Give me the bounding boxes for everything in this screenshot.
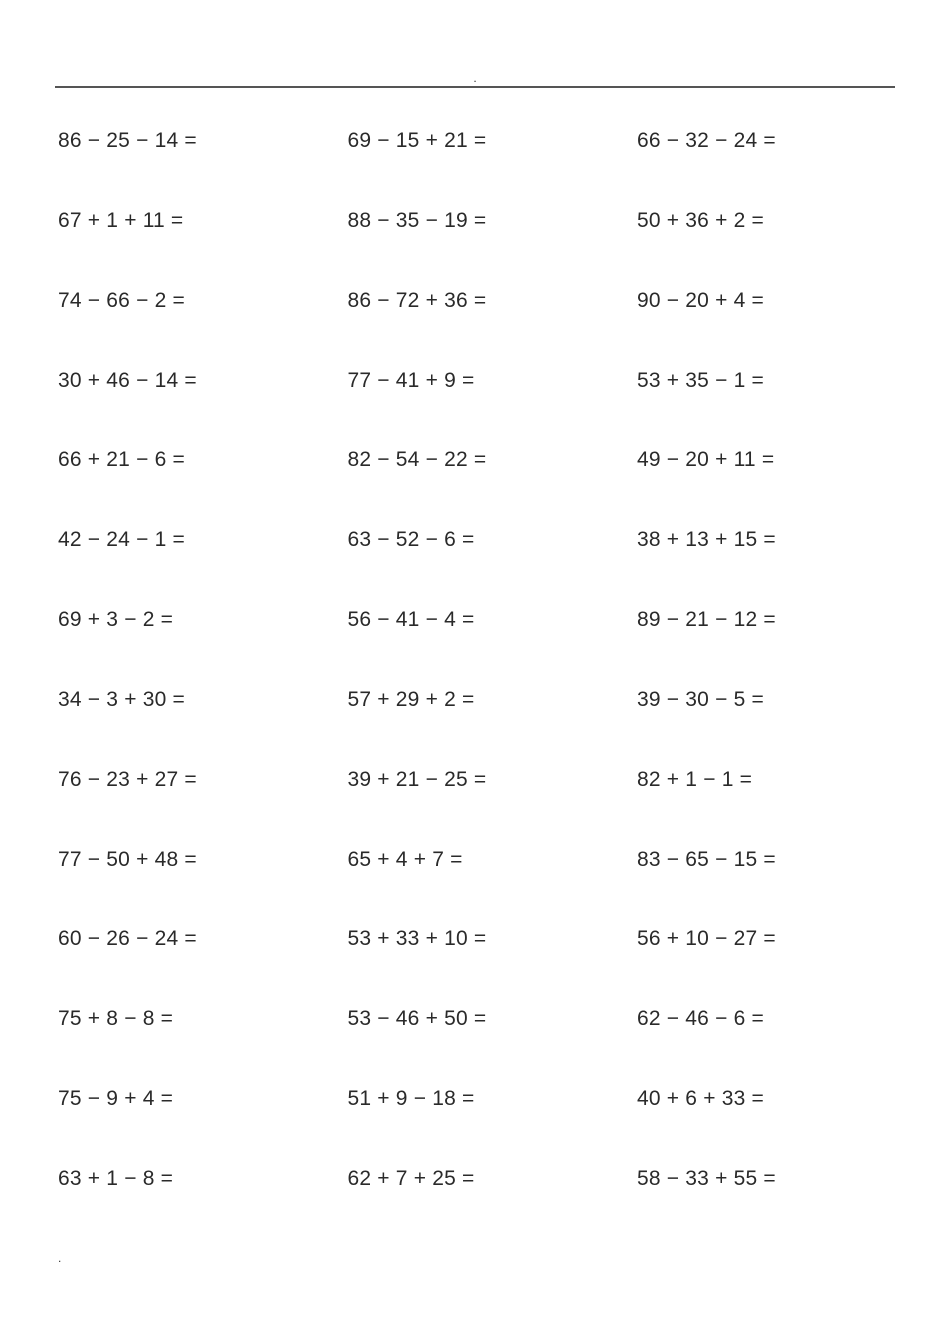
math-problem: 82 + 1 − 1 = [637, 767, 753, 791]
problem-row [58, 761, 928, 841]
footer-mark: . [58, 1251, 62, 1265]
math-problem: 77 − 50 + 48 = [58, 847, 197, 871]
header-divider [55, 86, 895, 88]
math-problem: 74 − 66 − 2 = [58, 288, 185, 312]
math-problem: 34 − 3 + 30 = [58, 687, 185, 711]
math-problem: 49 − 20 + 11 = [637, 448, 775, 472]
math-problem: 56 + 10 − 27 = [637, 927, 776, 951]
problem-row [58, 681, 928, 761]
problem-row [58, 521, 928, 601]
math-problem: 56 − 41 − 4 = [347, 608, 475, 632]
math-problem: 65 + 4 + 7 = [347, 847, 463, 871]
math-problem: 83 − 65 − 15 = [637, 847, 776, 871]
math-problem: 86 − 72 + 36 = [347, 288, 487, 312]
problem-row [58, 920, 928, 1000]
header-mark: . [473, 71, 477, 85]
math-problem: 67 + 1 + 11 = [58, 208, 184, 232]
math-problem: 38 + 13 + 15 = [637, 528, 776, 552]
math-problem: 86 − 25 − 14 = [58, 129, 197, 152]
problem-row [58, 1000, 928, 1080]
math-problem: 76 − 23 + 27 = [58, 767, 197, 791]
math-problem: 40 + 6 + 33 = [637, 1087, 764, 1111]
problem-row [58, 841, 928, 921]
math-problem: 66 + 21 − 6 = [58, 448, 185, 472]
math-problem: 69 − 15 + 21 = [347, 129, 487, 152]
math-problem: 90 − 20 + 4 = [637, 288, 764, 312]
math-problem: 58 − 33 + 55 = [637, 1166, 776, 1190]
math-problem: 57 + 29 + 2 = [347, 687, 475, 711]
math-problem: 69 + 3 − 2 = [58, 608, 174, 632]
math-problem: 75 + 8 − 8 = [58, 1007, 174, 1031]
problem-row [58, 601, 928, 681]
math-problem: 63 − 52 − 6 = [347, 528, 475, 552]
math-problem: 53 − 46 + 50 = [347, 1007, 487, 1031]
problem-row [58, 202, 928, 282]
math-problem: 62 − 46 − 6 = [637, 1007, 764, 1031]
math-problem: 53 + 35 − 1 = [637, 368, 764, 392]
math-problem: 50 + 36 + 2 = [637, 208, 764, 232]
problem-row [58, 1080, 928, 1160]
math-problem: 63 + 1 − 8 = [58, 1166, 174, 1190]
problem-row [58, 1160, 928, 1240]
math-problem: 89 − 21 − 12 = [637, 608, 776, 632]
math-problem: 62 + 7 + 25 = [347, 1166, 475, 1190]
math-problem: 42 − 24 − 1 = [58, 528, 185, 552]
problem-grid [58, 122, 928, 1240]
math-problem: 53 + 33 + 10 = [347, 927, 487, 951]
problem-row [58, 122, 928, 202]
math-problem: 66 − 32 − 24 = [637, 129, 776, 152]
problem-row [58, 441, 928, 521]
math-problem: 39 + 21 − 25 = [347, 767, 487, 791]
problem-row [58, 282, 928, 362]
math-problem: 39 − 30 − 5 = [637, 687, 764, 711]
math-problem: 30 + 46 − 14 = [58, 368, 197, 392]
math-problem: 88 − 35 − 19 = [347, 208, 487, 232]
math-problem: 51 + 9 − 18 = [347, 1087, 475, 1111]
math-problem: 82 − 54 − 22 = [347, 448, 487, 472]
problem-row [58, 362, 928, 442]
math-problem: 75 − 9 + 4 = [58, 1087, 174, 1111]
math-problem: 77 − 41 + 9 = [347, 368, 475, 392]
math-problem: 60 − 26 − 24 = [58, 927, 197, 951]
